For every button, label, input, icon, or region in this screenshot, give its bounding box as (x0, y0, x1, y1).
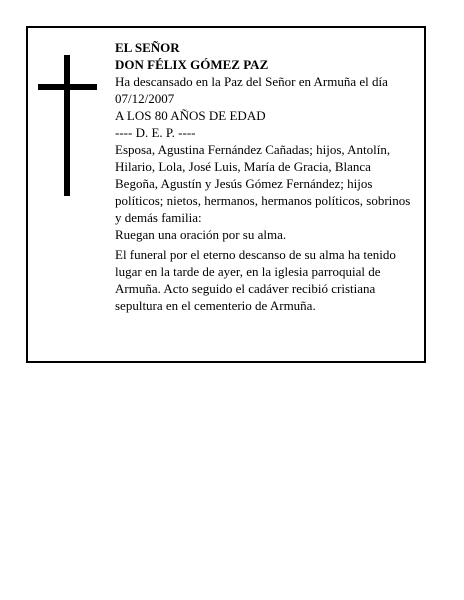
funeral-info: El funeral por el eterno descanso de su alma ha tenido lugar en la tarde de ayer, en la iglesia parroquial de Armuña. Acto seguido el cadáver recibió cristiana sepultura en el cementerio de Armuña. (115, 247, 396, 313)
title-line-1: EL SEÑOR (115, 40, 180, 55)
rest-statement: Ha descansado en la Paz del Señor en Armuña el día 07/12/2007 (115, 74, 388, 106)
prayer-request: Ruegan una oración por su alma. (115, 227, 287, 242)
deceased-name: DON FÉLIX GÓMEZ PAZ (115, 57, 269, 72)
dep-line: ---- D. E. P. ---- (115, 125, 196, 140)
obituary-text-block (115, 39, 415, 314)
family-list: Esposa, Agustina Fernández Cañadas; hijos, Antolín, Hilario, Lola, José Luis, María de Gracia, Blanca Begoña, Agustín y Jesús Gómez Fernández; hijos políticos; nietos, hermanos, hermanos políticos, sobrinos y demás familia: (115, 142, 411, 225)
age-line: A LOS 80 AÑOS DE EDAD (115, 108, 266, 123)
cross-horizontal-bar (38, 84, 97, 90)
cross-vertical-bar (64, 55, 70, 196)
